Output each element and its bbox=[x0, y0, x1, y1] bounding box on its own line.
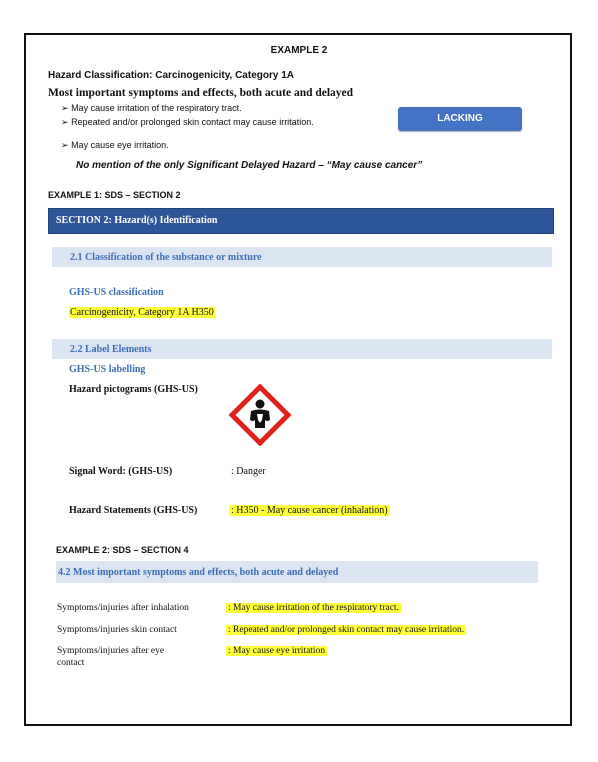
example2-section4-label: EXAMPLE 2: SDS – SECTION 4 bbox=[56, 545, 189, 555]
ghs-labelling-label: GHS-US labelling bbox=[69, 364, 146, 375]
hazard-statements-value: : H350 - May cause cancer (inhalation) bbox=[231, 505, 388, 516]
document-frame bbox=[24, 33, 572, 726]
ghs-health-hazard-icon bbox=[229, 384, 291, 446]
bullet-item: ➢ Repeated and/or prolonged skin contact may cause irritation. bbox=[61, 117, 314, 127]
ghs-classification-label: GHS-US classification bbox=[69, 287, 164, 298]
no-mention-note: No mention of the only Significant Delayed Hazard – “May cause cancer” bbox=[76, 160, 423, 171]
arrow-bullet-icon: ➢ bbox=[61, 103, 69, 113]
classification-value: Carcinogenicity, Category 1A H350 bbox=[70, 307, 214, 318]
symptom-row-label: Symptoms/injuries after eye bbox=[57, 646, 165, 656]
subsection-22-title: 2.2 Label Elements bbox=[70, 344, 152, 355]
subsection-21-title: 2.1 Classification of the substance or mixture bbox=[70, 252, 262, 263]
symptom-row-value: : May cause irritation of the respiratory tract. bbox=[228, 603, 399, 613]
pictograms-label: Hazard pictograms (GHS-US) bbox=[69, 384, 198, 395]
lacking-button[interactable]: LACKING bbox=[398, 107, 522, 131]
symptom-row-label: Symptoms/injuries skin contact bbox=[57, 625, 177, 635]
arrow-bullet-icon: ➢ bbox=[61, 140, 69, 150]
hazard-statements-label: Hazard Statements (GHS-US) bbox=[69, 505, 198, 516]
symptoms-heading: Most important symptoms and effects, both acute and delayed bbox=[48, 87, 354, 99]
bullet-item: ➢ May cause eye irritation. bbox=[61, 140, 169, 150]
hazard-classification: Hazard Classification: Carcinogenicity, Category 1A bbox=[48, 70, 294, 81]
symptom-row-value: : Repeated and/or prolonged skin contact may cause irritation. bbox=[228, 625, 465, 635]
example-title: EXAMPLE 2 bbox=[270, 45, 328, 56]
symptom-row-value: : May cause eye irritation bbox=[228, 646, 326, 656]
arrow-bullet-icon: ➢ bbox=[61, 117, 69, 127]
signal-word-label: Signal Word: (GHS-US) bbox=[69, 466, 173, 477]
section2-title: SECTION 2: Hazard(s) Identification bbox=[56, 215, 218, 226]
symptom-row-label-continued: contact bbox=[57, 658, 85, 668]
signal-word-value: : Danger bbox=[231, 466, 266, 477]
example1-label: EXAMPLE 1: SDS – SECTION 2 bbox=[48, 190, 181, 200]
symptom-row-label: Symptoms/injuries after inhalation bbox=[57, 603, 189, 613]
subsection-42-title: 4.2 Most important symptoms and effects, both acute and delayed bbox=[58, 567, 339, 578]
bullet-item: ➢ May cause irritation of the respiratory tract. bbox=[61, 103, 242, 113]
